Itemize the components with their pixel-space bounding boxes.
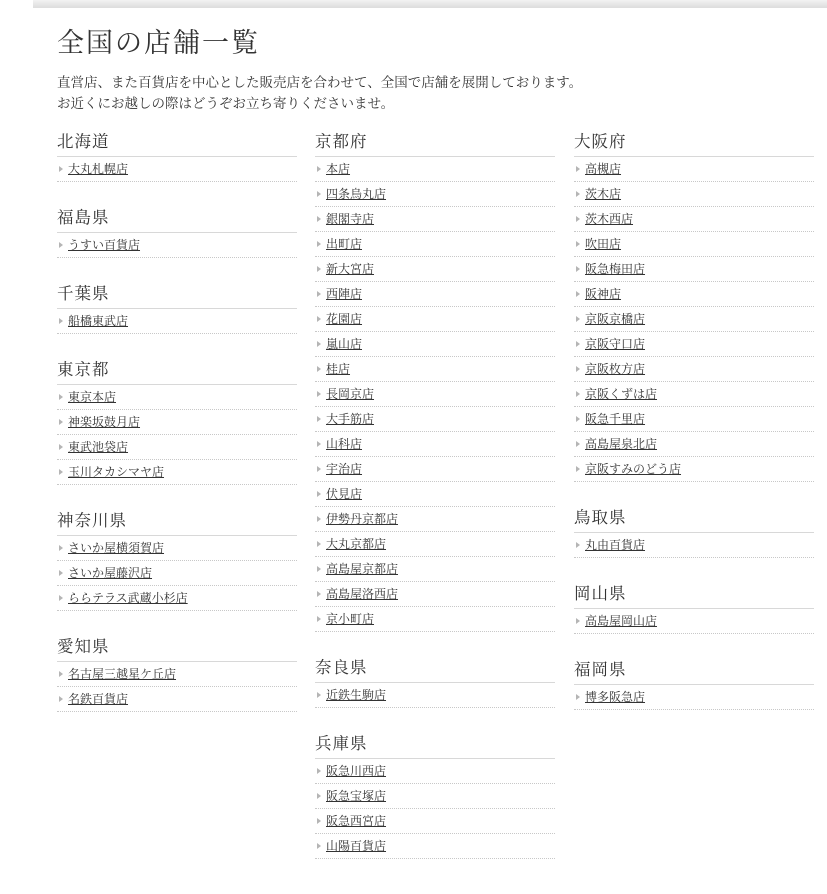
triangle-bullet-icon — [317, 818, 321, 824]
store-link[interactable]: 吹田店 — [585, 237, 622, 251]
triangle-bullet-icon — [59, 469, 63, 475]
triangle-bullet-icon — [317, 541, 321, 547]
store-list-item — [57, 233, 297, 258]
store-link[interactable]: 京阪枚方店 — [585, 362, 646, 376]
store-list-item — [57, 536, 297, 561]
triangle-bullet-icon — [576, 466, 580, 472]
triangle-bullet-icon — [576, 441, 580, 447]
store-list-item — [57, 435, 297, 460]
store-list-item — [315, 357, 555, 382]
store-list-item — [315, 834, 555, 859]
store-list-item — [315, 282, 555, 307]
triangle-bullet-icon — [317, 516, 321, 522]
triangle-bullet-icon — [317, 391, 321, 397]
store-link[interactable]: 大手筋店 — [326, 412, 375, 426]
prefecture-section — [574, 128, 814, 482]
store-link[interactable]: 長岡京店 — [326, 387, 375, 401]
triangle-bullet-icon — [576, 316, 580, 322]
store-link[interactable]: 高槻店 — [585, 162, 622, 176]
store-list-item — [57, 460, 297, 485]
prefecture-section — [57, 356, 297, 485]
store-link[interactable]: 阪急西宮店 — [326, 814, 387, 828]
triangle-bullet-icon — [317, 416, 321, 422]
triangle-bullet-icon — [59, 570, 63, 576]
prefecture-section — [574, 504, 814, 558]
store-list — [57, 157, 297, 182]
store-link[interactable]: 名鉄百貨店 — [68, 692, 129, 706]
triangle-bullet-icon — [59, 394, 63, 400]
store-list-item — [574, 432, 814, 457]
store-list-item — [315, 683, 555, 708]
store-list-item — [315, 232, 555, 257]
triangle-bullet-icon — [317, 591, 321, 597]
store-link[interactable]: 東京本店 — [68, 390, 117, 404]
store-list-item — [57, 687, 297, 712]
prefecture-section — [574, 656, 814, 710]
store-list-item — [574, 207, 814, 232]
store-list-item — [315, 784, 555, 809]
prefecture-section — [57, 128, 297, 182]
triangle-bullet-icon — [576, 694, 580, 700]
page-title: 全国の店舗一覧 — [57, 28, 260, 59]
store-list-item — [57, 662, 297, 687]
store-link[interactable]: 阪急千里店 — [585, 412, 646, 426]
triangle-bullet-icon — [317, 692, 321, 698]
store-list-item — [315, 557, 555, 582]
triangle-bullet-icon — [317, 166, 321, 172]
store-list-item — [574, 257, 814, 282]
store-link[interactable]: 京阪くずは店 — [585, 387, 658, 401]
store-link[interactable]: 東武池袋店 — [68, 440, 129, 454]
store-list-item — [315, 482, 555, 507]
prefecture-heading: 東京都 — [57, 356, 297, 385]
prefecture-section — [315, 128, 555, 632]
store-link[interactable]: さいか屋横須賀店 — [68, 541, 165, 555]
triangle-bullet-icon — [576, 618, 580, 624]
prefecture-heading: 奈良県 — [315, 654, 555, 683]
triangle-bullet-icon — [317, 843, 321, 849]
intro-line-2: お近くにお越しの際はどうぞお立ち寄りくださいませ。 — [57, 96, 395, 112]
triangle-bullet-icon — [576, 191, 580, 197]
store-link[interactable]: 桂店 — [326, 362, 351, 376]
store-link[interactable]: 四条烏丸店 — [326, 187, 387, 201]
triangle-bullet-icon — [317, 241, 321, 247]
prefecture-heading: 北海道 — [57, 128, 297, 157]
triangle-bullet-icon — [317, 341, 321, 347]
store-list-item — [315, 759, 555, 784]
store-list-item — [574, 232, 814, 257]
prefecture-section — [315, 654, 555, 708]
store-list — [57, 385, 297, 485]
intro-line-1: 直営店、また百貨店を中心とした販売店を合わせて、全国で店舗を展開しております。 — [57, 75, 583, 91]
store-list — [57, 662, 297, 712]
store-link[interactable]: 丸由百貨店 — [585, 538, 646, 552]
store-list — [57, 233, 297, 258]
triangle-bullet-icon — [317, 491, 321, 497]
store-link[interactable]: 銀閣寺店 — [326, 212, 375, 226]
store-link[interactable]: 京阪京橋店 — [585, 312, 646, 326]
store-column-1 — [57, 128, 297, 734]
store-list-item — [574, 457, 814, 482]
store-list-item — [57, 385, 297, 410]
store-link[interactable]: 博多阪急店 — [585, 690, 646, 704]
prefecture-heading: 愛知県 — [57, 633, 297, 662]
store-list-item — [574, 282, 814, 307]
store-list-item — [57, 586, 297, 611]
triangle-bullet-icon — [576, 366, 580, 372]
store-link[interactable]: 伊勢丹京都店 — [326, 512, 399, 526]
store-link[interactable]: 西陣店 — [326, 287, 363, 301]
store-link[interactable]: 阪急宝塚店 — [326, 789, 387, 803]
store-link[interactable]: 名古屋三越星ケ丘店 — [68, 667, 177, 681]
store-column-2 — [315, 128, 555, 881]
store-link[interactable]: 玉川タカシマヤ店 — [68, 465, 165, 479]
triangle-bullet-icon — [59, 696, 63, 702]
store-link[interactable]: 嵐山店 — [326, 337, 363, 351]
prefecture-section — [57, 280, 297, 334]
triangle-bullet-icon — [317, 191, 321, 197]
top-border-bar — [33, 0, 827, 8]
prefecture-section — [57, 204, 297, 258]
store-link[interactable]: 阪急梅田店 — [585, 262, 646, 276]
triangle-bullet-icon — [317, 316, 321, 322]
prefecture-heading: 福島県 — [57, 204, 297, 233]
triangle-bullet-icon — [576, 416, 580, 422]
store-list-item — [315, 157, 555, 182]
triangle-bullet-icon — [59, 166, 63, 172]
prefecture-section — [57, 507, 297, 611]
store-link[interactable]: 神楽坂鼓月店 — [68, 415, 141, 429]
store-list — [315, 683, 555, 708]
store-list-item — [57, 561, 297, 586]
triangle-bullet-icon — [576, 391, 580, 397]
triangle-bullet-icon — [576, 266, 580, 272]
store-list-item — [574, 407, 814, 432]
triangle-bullet-icon — [59, 419, 63, 425]
store-link[interactable]: うすい百貨店 — [68, 238, 141, 252]
triangle-bullet-icon — [317, 216, 321, 222]
triangle-bullet-icon — [317, 441, 321, 447]
triangle-bullet-icon — [59, 545, 63, 551]
store-list-item — [315, 532, 555, 557]
prefecture-heading: 千葉県 — [57, 280, 297, 309]
store-list — [574, 157, 814, 482]
store-link[interactable]: 宇治店 — [326, 462, 363, 476]
prefecture-section — [574, 580, 814, 634]
store-list-item — [315, 507, 555, 532]
store-link[interactable]: 阪急川西店 — [326, 764, 387, 778]
store-list-item — [574, 685, 814, 710]
store-link[interactable]: 高島屋岡山店 — [585, 614, 658, 628]
triangle-bullet-icon — [59, 444, 63, 450]
store-list-item — [574, 609, 814, 634]
triangle-bullet-icon — [317, 291, 321, 297]
store-list-item — [315, 307, 555, 332]
store-link[interactable]: 船橋東武店 — [68, 314, 129, 328]
triangle-bullet-icon — [576, 291, 580, 297]
triangle-bullet-icon — [576, 341, 580, 347]
store-link[interactable]: 阪神店 — [585, 287, 622, 301]
triangle-bullet-icon — [576, 542, 580, 548]
store-list — [57, 309, 297, 334]
store-link[interactable]: 大丸札幌店 — [68, 162, 129, 176]
triangle-bullet-icon — [576, 241, 580, 247]
triangle-bullet-icon — [59, 318, 63, 324]
store-list-item — [57, 157, 297, 182]
triangle-bullet-icon — [317, 466, 321, 472]
store-link[interactable]: 本店 — [326, 162, 351, 176]
prefecture-heading: 神奈川県 — [57, 507, 297, 536]
store-list-item — [315, 407, 555, 432]
store-list-item — [574, 357, 814, 382]
store-link[interactable]: ららテラス武蔵小杉店 — [68, 591, 188, 605]
store-list-item — [315, 332, 555, 357]
store-link[interactable]: 高島屋京都店 — [326, 562, 399, 576]
store-link[interactable]: 京小町店 — [326, 612, 375, 626]
store-link[interactable]: 近鉄生駒店 — [326, 688, 387, 702]
triangle-bullet-icon — [576, 166, 580, 172]
intro-text — [57, 73, 582, 115]
store-list-item — [574, 533, 814, 558]
triangle-bullet-icon — [576, 216, 580, 222]
triangle-bullet-icon — [317, 566, 321, 572]
prefecture-heading: 福岡県 — [574, 656, 814, 685]
triangle-bullet-icon — [59, 671, 63, 677]
prefecture-heading: 大阪府 — [574, 128, 814, 157]
store-link[interactable]: 山科店 — [326, 437, 363, 451]
store-list-item — [315, 432, 555, 457]
store-list-item — [315, 207, 555, 232]
store-link[interactable]: 新大宮店 — [326, 262, 375, 276]
prefecture-section — [57, 633, 297, 712]
store-list-item — [574, 182, 814, 207]
store-list — [57, 536, 297, 611]
store-list-item — [57, 410, 297, 435]
store-link[interactable]: 茨木西店 — [585, 212, 634, 226]
store-list — [574, 685, 814, 710]
store-link[interactable]: 花園店 — [326, 312, 363, 326]
store-list-item — [574, 157, 814, 182]
store-link[interactable]: 山陽百貨店 — [326, 839, 387, 853]
store-link[interactable]: 大丸京都店 — [326, 537, 387, 551]
store-link[interactable]: 京阪すみのどう店 — [585, 462, 682, 476]
store-list-item — [315, 182, 555, 207]
store-link[interactable]: 高島屋泉北店 — [585, 437, 658, 451]
triangle-bullet-icon — [59, 242, 63, 248]
store-list-item — [315, 382, 555, 407]
store-list-item — [574, 307, 814, 332]
prefecture-heading: 兵庫県 — [315, 730, 555, 759]
store-column-3 — [574, 128, 814, 732]
store-link[interactable]: 高島屋洛西店 — [326, 587, 399, 601]
store-list-item — [315, 809, 555, 834]
store-list-item — [315, 607, 555, 632]
triangle-bullet-icon — [317, 768, 321, 774]
triangle-bullet-icon — [59, 595, 63, 601]
store-list — [315, 759, 555, 859]
prefecture-heading: 京都府 — [315, 128, 555, 157]
store-link[interactable]: 伏見店 — [326, 487, 363, 501]
triangle-bullet-icon — [317, 793, 321, 799]
store-list — [574, 533, 814, 558]
triangle-bullet-icon — [317, 266, 321, 272]
triangle-bullet-icon — [317, 366, 321, 372]
store-list-item — [315, 582, 555, 607]
store-link[interactable]: さいか屋藤沢店 — [68, 566, 153, 580]
store-list-item — [57, 309, 297, 334]
prefecture-section — [315, 730, 555, 859]
store-list-item — [574, 382, 814, 407]
store-link[interactable]: 出町店 — [326, 237, 363, 251]
store-link[interactable]: 京阪守口店 — [585, 337, 646, 351]
store-list-item — [315, 257, 555, 282]
prefecture-heading: 岡山県 — [574, 580, 814, 609]
store-link[interactable]: 茨木店 — [585, 187, 622, 201]
store-list — [315, 157, 555, 632]
triangle-bullet-icon — [317, 616, 321, 622]
store-list — [574, 609, 814, 634]
prefecture-heading: 鳥取県 — [574, 504, 814, 533]
store-list-item — [315, 457, 555, 482]
store-list-item — [574, 332, 814, 357]
